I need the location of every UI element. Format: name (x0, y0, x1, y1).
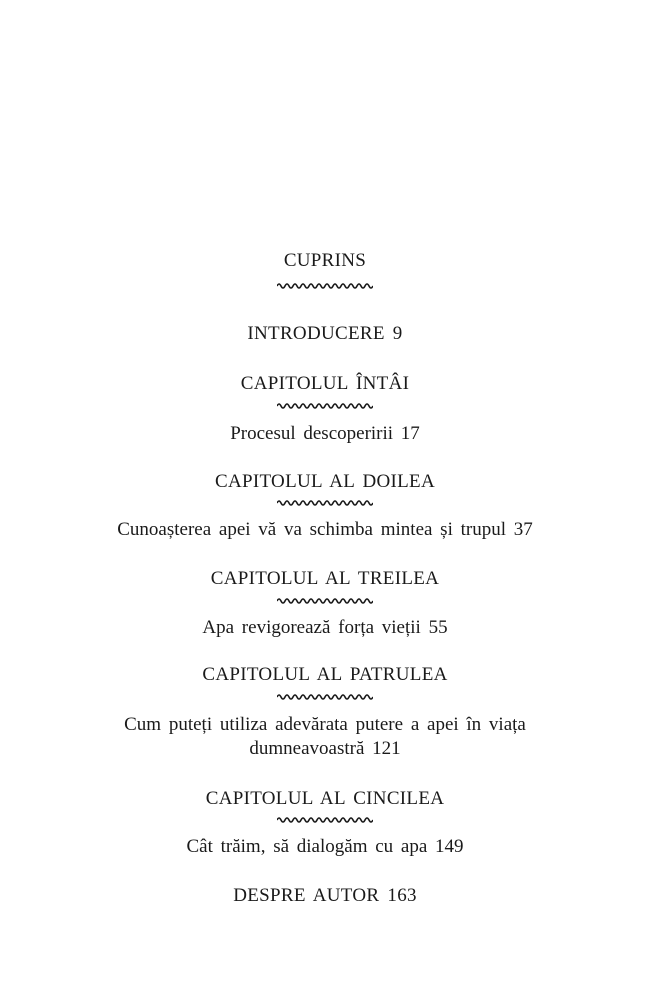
chapter-1-heading: CAPITOLUL ÎNTÂI (240, 373, 410, 394)
wave-divider (277, 402, 373, 410)
toc-title: CUPRINS (283, 250, 367, 271)
chapter-3-heading: CAPITOLUL AL TREILEA (210, 568, 440, 589)
toc-introduction: INTRODUCERE 9 (247, 323, 403, 344)
toc-about-author: DESPRE AUTOR 163 (233, 885, 417, 906)
chapter-2-heading: CAPITOLUL AL DOILEA (215, 471, 435, 492)
chapter-4-heading: CAPITOLUL AL PATRULEA (202, 664, 448, 685)
chapter-4-entry-line-2: dumneavoastră 121 (249, 738, 401, 759)
wave-divider (277, 597, 373, 605)
wave-divider (277, 693, 373, 701)
chapter-1-entry: Procesul descoperirii 17 (230, 423, 420, 444)
chapter-5-entry: Cât trăim, să dialogăm cu apa 149 (186, 836, 464, 857)
wave-divider (277, 282, 373, 290)
chapter-3-entry: Apa revigorează forța vieții 55 (202, 617, 448, 638)
wave-divider (277, 499, 373, 507)
chapter-4-entry-line-1: Cum puteți utiliza adevărata putere a apei în viața (124, 714, 526, 735)
chapter-2-entry: Cunoașterea apei vă va schimba mintea și trupul 37 (117, 519, 533, 540)
wave-divider (277, 816, 373, 824)
chapter-5-heading: CAPITOLUL AL CINCILEA (205, 788, 445, 809)
